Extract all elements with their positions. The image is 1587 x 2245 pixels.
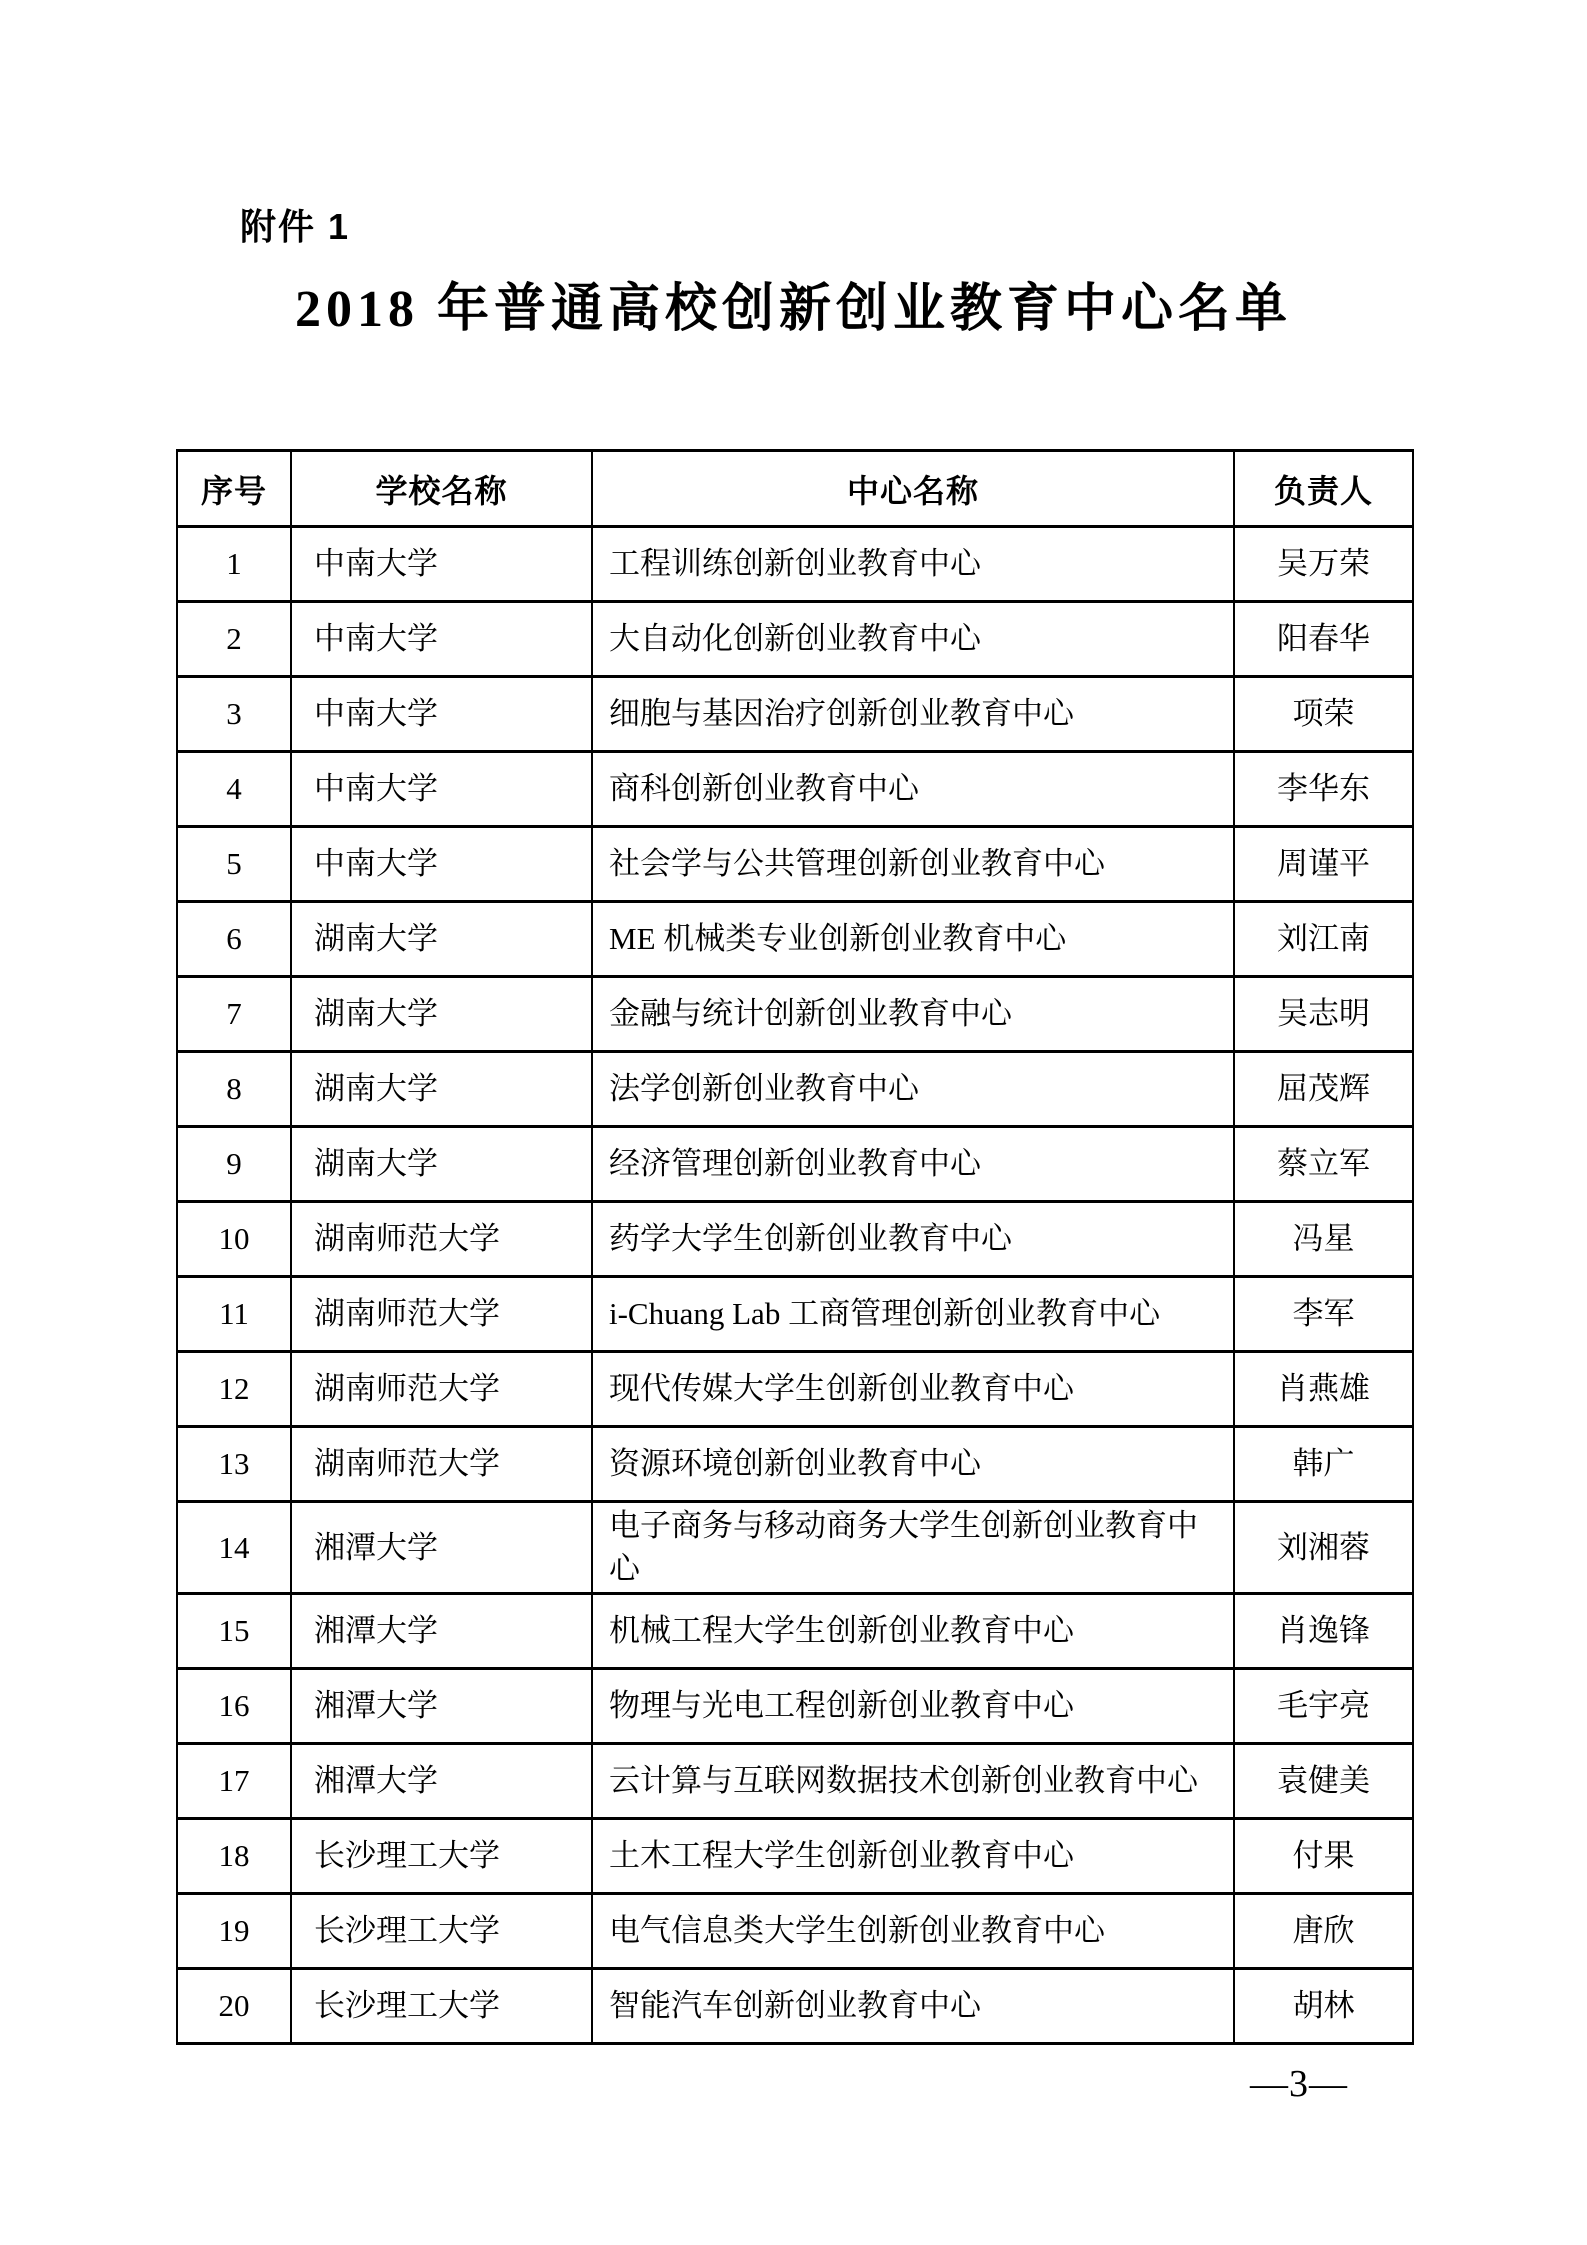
cell-school: 湖南大学 <box>291 977 592 1052</box>
cell-person: 刘湘蓉 <box>1234 1502 1413 1594</box>
cell-serial: 15 <box>177 1593 291 1668</box>
cell-center: 细胞与基因治疗创新创业教育中心 <box>592 677 1234 752</box>
cell-center: 智能汽车创新创业教育中心 <box>592 1968 1234 2043</box>
cell-serial: 20 <box>177 1968 291 2043</box>
cell-school: 湘潭大学 <box>291 1668 592 1743</box>
cell-person: 袁健美 <box>1234 1743 1413 1818</box>
cell-serial: 7 <box>177 977 291 1052</box>
cell-center: 药学大学生创新创业教育中心 <box>592 1202 1234 1277</box>
cell-serial: 8 <box>177 1052 291 1127</box>
cell-serial: 3 <box>177 677 291 752</box>
cell-person: 刘江南 <box>1234 902 1413 977</box>
header-cell-serial: 序号 <box>177 451 291 527</box>
cell-school: 长沙理工大学 <box>291 1818 592 1893</box>
cell-serial: 12 <box>177 1352 291 1427</box>
cell-school: 湖南大学 <box>291 1052 592 1127</box>
table-row <box>177 677 1413 752</box>
table-row <box>177 902 1413 977</box>
cell-center: 电气信息类大学生创新创业教育中心 <box>592 1893 1234 1968</box>
table-row <box>177 977 1413 1052</box>
table-row <box>177 1427 1413 1502</box>
cell-center: 电子商务与移动商务大学生创新创业教育中心 <box>592 1502 1234 1594</box>
cell-school: 湘潭大学 <box>291 1743 592 1818</box>
page-title: 2018 年普通高校创新创业教育中心名单 <box>294 281 1292 338</box>
table-row <box>177 1127 1413 1202</box>
cell-center: i-Chuang Lab 工商管理创新创业教育中心 <box>592 1277 1234 1352</box>
cell-center: 商科创新创业教育中心 <box>592 752 1234 827</box>
cell-serial: 4 <box>177 752 291 827</box>
cell-school: 湖南大学 <box>291 1127 592 1202</box>
cell-center: ME 机械类专业创新创业教育中心 <box>592 902 1234 977</box>
cell-person: 李军 <box>1234 1277 1413 1352</box>
table-row <box>177 527 1413 602</box>
cell-school: 湘潭大学 <box>291 1502 592 1594</box>
cell-serial: 18 <box>177 1818 291 1893</box>
table-row <box>177 1052 1413 1127</box>
table-row <box>177 1352 1413 1427</box>
cell-school: 湖南师范大学 <box>291 1202 592 1277</box>
table-row <box>177 602 1413 677</box>
cell-school: 中南大学 <box>291 752 592 827</box>
cell-person: 项荣 <box>1234 677 1413 752</box>
centers-table <box>176 449 1414 2045</box>
table-row <box>177 1277 1413 1352</box>
cell-serial: 17 <box>177 1743 291 1818</box>
cell-center: 法学创新创业教育中心 <box>592 1052 1234 1127</box>
page-number: —3— <box>1250 2063 1348 2105</box>
table-header-row <box>177 451 1413 527</box>
table-row <box>177 1818 1413 1893</box>
cell-person: 唐欣 <box>1234 1893 1413 1968</box>
cell-serial: 1 <box>177 527 291 602</box>
cell-school: 长沙理工大学 <box>291 1968 592 2043</box>
cell-person: 付果 <box>1234 1818 1413 1893</box>
cell-school: 湖南大学 <box>291 902 592 977</box>
cell-center: 大自动化创新创业教育中心 <box>592 602 1234 677</box>
cell-center: 机械工程大学生创新创业教育中心 <box>592 1593 1234 1668</box>
cell-serial: 2 <box>177 602 291 677</box>
table-row <box>177 1593 1413 1668</box>
cell-school: 湘潭大学 <box>291 1593 592 1668</box>
table-row <box>177 827 1413 902</box>
cell-center: 社会学与公共管理创新创业教育中心 <box>592 827 1234 902</box>
cell-center: 物理与光电工程创新创业教育中心 <box>592 1668 1234 1743</box>
cell-person: 毛宇亮 <box>1234 1668 1413 1743</box>
cell-center: 工程训练创新创业教育中心 <box>592 527 1234 602</box>
cell-serial: 13 <box>177 1427 291 1502</box>
table-row <box>177 1893 1413 1968</box>
cell-person: 蔡立军 <box>1234 1127 1413 1202</box>
cell-school: 湖南师范大学 <box>291 1427 592 1502</box>
attachment-label: 附件 1 <box>240 206 351 247</box>
cell-person: 周谨平 <box>1234 827 1413 902</box>
cell-person: 屈茂辉 <box>1234 1052 1413 1127</box>
cell-serial: 16 <box>177 1668 291 1743</box>
cell-serial: 19 <box>177 1893 291 1968</box>
cell-school: 中南大学 <box>291 827 592 902</box>
table-row <box>177 1968 1413 2043</box>
table-row <box>177 1743 1413 1818</box>
cell-person: 肖燕雄 <box>1234 1352 1413 1427</box>
cell-person: 胡林 <box>1234 1968 1413 2043</box>
cell-school: 长沙理工大学 <box>291 1893 592 1968</box>
cell-person: 李华东 <box>1234 752 1413 827</box>
cell-person: 冯星 <box>1234 1202 1413 1277</box>
cell-center: 云计算与互联网数据技术创新创业教育中心 <box>592 1743 1234 1818</box>
header-cell-school: 学校名称 <box>291 451 592 527</box>
table-row <box>177 752 1413 827</box>
cell-serial: 14 <box>177 1502 291 1594</box>
cell-school: 湖南师范大学 <box>291 1352 592 1427</box>
header-cell-center: 中心名称 <box>592 451 1234 527</box>
cell-center: 土木工程大学生创新创业教育中心 <box>592 1818 1234 1893</box>
cell-school: 中南大学 <box>291 527 592 602</box>
cell-center: 资源环境创新创业教育中心 <box>592 1427 1234 1502</box>
cell-serial: 10 <box>177 1202 291 1277</box>
cell-serial: 9 <box>177 1127 291 1202</box>
header-cell-person: 负责人 <box>1234 451 1413 527</box>
cell-school: 中南大学 <box>291 677 592 752</box>
cell-person: 阳春华 <box>1234 602 1413 677</box>
cell-person: 吴志明 <box>1234 977 1413 1052</box>
cell-person: 肖逸锋 <box>1234 1593 1413 1668</box>
cell-person: 韩广 <box>1234 1427 1413 1502</box>
table-row <box>177 1502 1413 1594</box>
cell-school: 中南大学 <box>291 602 592 677</box>
cell-center: 现代传媒大学生创新创业教育中心 <box>592 1352 1234 1427</box>
cell-center: 金融与统计创新创业教育中心 <box>592 977 1234 1052</box>
cell-serial: 5 <box>177 827 291 902</box>
cell-person: 吴万荣 <box>1234 527 1413 602</box>
table-row <box>177 1202 1413 1277</box>
table-row <box>177 1668 1413 1743</box>
table-body <box>177 527 1413 2044</box>
cell-serial: 11 <box>177 1277 291 1352</box>
cell-school: 湖南师范大学 <box>291 1277 592 1352</box>
cell-serial: 6 <box>177 902 291 977</box>
cell-center: 经济管理创新创业教育中心 <box>592 1127 1234 1202</box>
